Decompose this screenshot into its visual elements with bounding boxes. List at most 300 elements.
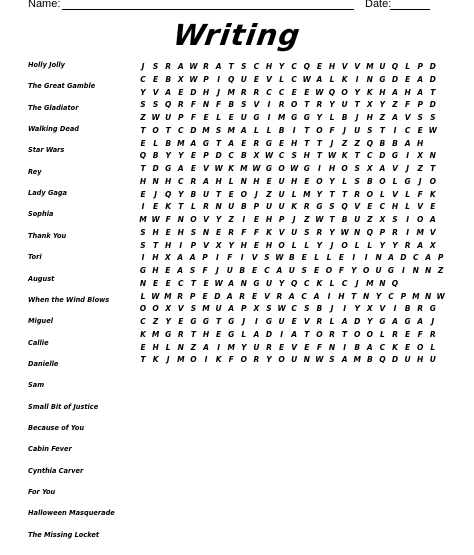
grid-letter[interactable]: O: [290, 100, 298, 110]
grid-letter[interactable]: B: [404, 304, 411, 314]
grid-letter[interactable]: A: [379, 164, 386, 173]
grid-letter[interactable]: Q: [341, 202, 348, 212]
grid-letter[interactable]: I: [179, 240, 183, 250]
grid-letter[interactable]: O: [278, 240, 285, 250]
grid-letter[interactable]: V: [266, 74, 272, 84]
grid-letter[interactable]: O: [316, 125, 323, 135]
grid-letter[interactable]: C: [379, 202, 386, 212]
grid-letter[interactable]: Y: [228, 240, 234, 250]
grid-letter[interactable]: V: [417, 202, 424, 212]
grid-letter[interactable]: E: [153, 278, 159, 288]
grid-letter[interactable]: Y: [367, 317, 373, 326]
grid-letter[interactable]: Z: [152, 317, 159, 326]
grid-letter[interactable]: S: [354, 164, 360, 173]
grid-letter[interactable]: E: [178, 87, 184, 97]
grid-letter[interactable]: K: [316, 278, 323, 288]
grid-letter[interactable]: E: [304, 176, 310, 186]
grid-letter[interactable]: J: [166, 355, 170, 365]
grid-letter[interactable]: H: [291, 176, 298, 186]
grid-letter[interactable]: P: [437, 253, 444, 263]
grid-letter[interactable]: U: [291, 355, 298, 365]
grid-letter[interactable]: D: [215, 151, 222, 161]
grid-letter[interactable]: W: [214, 164, 223, 173]
grid-letter[interactable]: N: [366, 74, 373, 84]
grid-letter[interactable]: W: [428, 125, 437, 135]
grid-letter[interactable]: Y: [379, 100, 386, 110]
grid-letter[interactable]: L: [314, 253, 319, 263]
grid-letter[interactable]: A: [240, 125, 247, 135]
grid-letter[interactable]: E: [367, 202, 373, 212]
grid-letter[interactable]: B: [278, 125, 285, 135]
grid-letter[interactable]: H: [152, 227, 159, 237]
grid-letter[interactable]: H: [366, 113, 373, 122]
grid-letter[interactable]: O: [341, 164, 348, 173]
grid-letter[interactable]: E: [405, 329, 411, 339]
grid-letter[interactable]: M: [303, 189, 311, 199]
grid-letter[interactable]: G: [139, 266, 147, 275]
grid-letter[interactable]: M: [277, 113, 286, 122]
grid-letter[interactable]: R: [392, 227, 398, 237]
grid-letter[interactable]: W: [436, 291, 445, 301]
grid-letter[interactable]: J: [254, 189, 258, 199]
grid-letter[interactable]: A: [404, 138, 411, 148]
grid-letter[interactable]: K: [341, 151, 348, 161]
grid-letter[interactable]: Q: [391, 278, 399, 288]
grid-letter[interactable]: G: [429, 304, 436, 314]
grid-letter[interactable]: H: [328, 164, 336, 173]
grid-letter[interactable]: Y: [375, 291, 382, 301]
grid-letter[interactable]: O: [429, 176, 436, 186]
grid-letter[interactable]: F: [316, 342, 322, 352]
grid-letter[interactable]: E: [253, 215, 259, 224]
grid-letter[interactable]: S: [215, 125, 222, 135]
grid-letter[interactable]: D: [265, 329, 273, 339]
grid-letter[interactable]: T: [216, 317, 222, 326]
grid-letter[interactable]: S: [304, 227, 310, 237]
grid-letter[interactable]: Q: [164, 189, 172, 199]
grid-letter[interactable]: S: [152, 62, 159, 71]
grid-letter[interactable]: B: [165, 74, 172, 84]
grid-letter[interactable]: X: [366, 164, 373, 173]
grid-letter[interactable]: L: [291, 240, 297, 250]
grid-letter[interactable]: M: [366, 278, 374, 288]
grid-letter[interactable]: Z: [392, 100, 398, 110]
grid-letter[interactable]: H: [265, 215, 273, 224]
grid-letter[interactable]: R: [392, 329, 398, 339]
grid-letter[interactable]: U: [215, 304, 222, 314]
grid-letter[interactable]: D: [152, 164, 159, 173]
grid-letter[interactable]: H: [240, 240, 247, 250]
grid-letter[interactable]: I: [317, 164, 321, 173]
grid-letter[interactable]: A: [425, 253, 432, 263]
grid-letter[interactable]: C: [304, 278, 310, 288]
grid-letter[interactable]: R: [190, 176, 197, 186]
grid-letter[interactable]: U: [240, 74, 247, 84]
grid-letter[interactable]: G: [404, 176, 411, 186]
grid-letter[interactable]: D: [429, 74, 436, 84]
grid-letter[interactable]: N: [152, 176, 159, 186]
grid-letter[interactable]: R: [354, 189, 361, 199]
grid-letter[interactable]: J: [217, 87, 220, 97]
grid-letter[interactable]: U: [375, 266, 382, 275]
grid-letter[interactable]: S: [140, 240, 146, 250]
grid-letter[interactable]: A: [288, 291, 295, 301]
grid-letter[interactable]: T: [430, 164, 436, 173]
grid-letter[interactable]: Y: [329, 227, 335, 237]
grid-letter[interactable]: R: [417, 304, 424, 314]
grid-letter[interactable]: O: [362, 266, 370, 275]
grid-letter[interactable]: C: [253, 62, 260, 71]
grid-letter[interactable]: O: [190, 355, 197, 365]
grid-letter[interactable]: A: [276, 266, 283, 275]
grid-letter[interactable]: T: [140, 164, 146, 173]
grid-letter[interactable]: K: [266, 227, 272, 237]
grid-letter[interactable]: V: [251, 253, 258, 263]
grid-letter[interactable]: A: [313, 291, 320, 301]
grid-letter[interactable]: I: [292, 125, 296, 135]
grid-letter[interactable]: U: [226, 266, 233, 275]
grid-letter[interactable]: C: [266, 87, 272, 97]
grid-letter[interactable]: W: [189, 62, 198, 71]
grid-letter[interactable]: A: [165, 87, 172, 97]
grid-letter[interactable]: W: [327, 151, 337, 161]
grid-letter[interactable]: L: [380, 329, 385, 339]
grid-letter[interactable]: O: [152, 125, 159, 135]
grid-letter[interactable]: A: [392, 317, 398, 326]
grid-letter[interactable]: J: [242, 317, 246, 326]
grid-letter[interactable]: R: [253, 138, 260, 148]
grid-letter[interactable]: P: [189, 291, 196, 301]
grid-letter[interactable]: L: [254, 125, 259, 135]
grid-letter[interactable]: R: [316, 317, 323, 326]
grid-letter[interactable]: U: [354, 125, 361, 135]
grid-letter[interactable]: E: [190, 151, 196, 161]
grid-letter[interactable]: F: [417, 329, 423, 339]
grid-letter[interactable]: I: [141, 253, 145, 263]
grid-letter[interactable]: E: [165, 278, 171, 288]
grid-letter[interactable]: J: [355, 113, 359, 122]
grid-letter[interactable]: O: [278, 355, 285, 365]
grid-letter[interactable]: M: [202, 125, 210, 135]
grid-letter[interactable]: H: [165, 240, 172, 250]
grid-letter[interactable]: Y: [241, 342, 247, 352]
grid-letter[interactable]: J: [418, 176, 422, 186]
grid-letter[interactable]: H: [417, 138, 424, 148]
grid-letter[interactable]: E: [216, 329, 222, 339]
grid-letter[interactable]: I: [406, 151, 409, 161]
grid-letter[interactable]: J: [343, 125, 346, 135]
grid-letter[interactable]: N: [139, 278, 147, 288]
grid-letter[interactable]: M: [353, 355, 361, 365]
grid-letter[interactable]: G: [391, 151, 399, 161]
grid-letter[interactable]: M: [202, 304, 210, 314]
grid-letter[interactable]: C: [291, 62, 297, 71]
grid-letter[interactable]: F: [216, 100, 222, 110]
grid-letter[interactable]: U: [278, 202, 285, 212]
grid-letter[interactable]: E: [228, 113, 234, 122]
grid-letter[interactable]: A: [228, 278, 235, 288]
grid-letter[interactable]: N: [425, 291, 432, 301]
grid-letter[interactable]: O: [366, 189, 373, 199]
grid-letter[interactable]: Y: [379, 240, 386, 250]
grid-letter[interactable]: O: [353, 329, 361, 339]
grid-letter[interactable]: T: [165, 125, 171, 135]
grid-letter[interactable]: N: [412, 266, 419, 275]
grid-letter[interactable]: C: [301, 291, 307, 301]
grid-letter[interactable]: T: [140, 125, 146, 135]
grid-letter[interactable]: B: [240, 202, 247, 212]
grid-letter[interactable]: T: [304, 138, 310, 148]
grid-letter[interactable]: Y: [178, 151, 184, 161]
grid-letter[interactable]: F: [228, 355, 234, 365]
grid-letter[interactable]: B: [366, 176, 373, 186]
grid-letter[interactable]: N: [202, 100, 210, 110]
grid-letter[interactable]: O: [341, 240, 348, 250]
grid-letter[interactable]: A: [388, 253, 394, 263]
grid-letter[interactable]: Y: [215, 215, 222, 224]
grid-letter[interactable]: G: [202, 317, 210, 326]
grid-letter[interactable]: E: [153, 202, 159, 212]
grid-letter[interactable]: A: [341, 355, 348, 365]
grid-letter[interactable]: S: [152, 100, 159, 110]
grid-letter[interactable]: L: [153, 138, 158, 148]
grid-letter[interactable]: J: [330, 138, 334, 148]
grid-letter[interactable]: L: [380, 189, 385, 199]
grid-letter[interactable]: K: [429, 189, 436, 199]
grid-letter[interactable]: J: [355, 278, 359, 288]
grid-letter[interactable]: V: [392, 164, 398, 173]
grid-letter[interactable]: I: [343, 342, 346, 352]
grid-letter[interactable]: U: [265, 278, 273, 288]
grid-letter[interactable]: H: [177, 227, 184, 237]
grid-letter[interactable]: K: [291, 202, 298, 212]
grid-letter[interactable]: E: [304, 342, 310, 352]
grid-letter[interactable]: B: [190, 189, 197, 199]
grid-letter[interactable]: R: [316, 227, 323, 237]
grid-letter[interactable]: E: [405, 342, 411, 352]
grid-letter[interactable]: O: [316, 176, 323, 186]
grid-letter[interactable]: Z: [190, 342, 197, 352]
grid-letter[interactable]: E: [241, 138, 247, 148]
grid-letter[interactable]: M: [177, 138, 185, 148]
grid-letter[interactable]: S: [291, 151, 297, 161]
grid-letter[interactable]: G: [265, 317, 273, 326]
grid-letter[interactable]: T: [342, 329, 348, 339]
grid-letter[interactable]: E: [228, 189, 234, 199]
grid-letter[interactable]: S: [329, 202, 335, 212]
grid-letter[interactable]: U: [404, 355, 411, 365]
grid-letter[interactable]: R: [316, 100, 323, 110]
grid-letter[interactable]: G: [379, 317, 386, 326]
grid-letter[interactable]: H: [417, 355, 424, 365]
grid-letter[interactable]: T: [354, 151, 360, 161]
grid-letter[interactable]: J: [141, 62, 145, 71]
grid-letter[interactable]: L: [266, 125, 272, 135]
grid-letter[interactable]: T: [304, 100, 310, 110]
grid-letter[interactable]: I: [217, 74, 220, 84]
grid-letter[interactable]: V: [203, 215, 209, 224]
grid-letter[interactable]: C: [413, 253, 419, 263]
grid-letter[interactable]: H: [152, 253, 159, 263]
grid-letter[interactable]: F: [165, 215, 171, 224]
grid-letter[interactable]: L: [354, 240, 360, 250]
grid-letter[interactable]: J: [154, 189, 157, 199]
grid-letter[interactable]: C: [140, 317, 146, 326]
grid-letter[interactable]: Z: [379, 113, 386, 122]
grid-letter[interactable]: Y: [165, 317, 171, 326]
grid-letter[interactable]: D: [354, 317, 361, 326]
grid-letter[interactable]: U: [278, 176, 285, 186]
grid-letter[interactable]: N: [303, 355, 310, 365]
grid-letter[interactable]: V: [392, 189, 398, 199]
grid-letter[interactable]: A: [177, 253, 184, 263]
grid-letter[interactable]: E: [405, 74, 411, 84]
grid-letter[interactable]: F: [338, 266, 344, 275]
grid-letter[interactable]: W: [189, 74, 198, 84]
grid-letter[interactable]: Z: [266, 189, 272, 199]
grid-letter[interactable]: T: [351, 291, 357, 301]
grid-letter[interactable]: H: [404, 87, 411, 97]
grid-letter[interactable]: E: [190, 164, 196, 173]
grid-letter[interactable]: U: [202, 189, 210, 199]
grid-letter[interactable]: T: [329, 215, 335, 224]
grid-letter[interactable]: I: [240, 253, 244, 263]
grid-letter[interactable]: X: [366, 100, 373, 110]
grid-letter[interactable]: O: [366, 329, 373, 339]
grid-letter[interactable]: U: [265, 202, 273, 212]
grid-letter[interactable]: H: [265, 62, 273, 71]
grid-letter[interactable]: N: [379, 278, 386, 288]
grid-letter[interactable]: C: [404, 125, 411, 135]
grid-letter[interactable]: E: [153, 74, 159, 84]
grid-letter[interactable]: R: [404, 240, 411, 250]
grid-letter[interactable]: Q: [139, 151, 147, 161]
grid-letter[interactable]: I: [393, 304, 397, 314]
grid-letter[interactable]: H: [291, 138, 298, 148]
grid-letter[interactable]: N: [354, 227, 361, 237]
grid-letter[interactable]: G: [165, 164, 172, 173]
grid-letter[interactable]: C: [140, 74, 146, 84]
grid-letter[interactable]: V: [264, 291, 270, 301]
grid-letter[interactable]: X: [366, 304, 373, 314]
grid-letter[interactable]: Y: [278, 278, 285, 288]
grid-letter[interactable]: I: [406, 215, 409, 224]
grid-letter[interactable]: I: [217, 342, 220, 352]
grid-letter[interactable]: A: [190, 138, 197, 148]
grid-letter[interactable]: P: [278, 215, 285, 224]
grid-letter[interactable]: K: [140, 329, 146, 339]
grid-letter[interactable]: Y: [354, 304, 360, 314]
grid-letter[interactable]: W: [290, 164, 299, 173]
grid-letter[interactable]: B: [152, 151, 159, 161]
grid-letter[interactable]: A: [417, 240, 424, 250]
grid-letter[interactable]: X: [429, 240, 436, 250]
grid-letter[interactable]: B: [228, 100, 235, 110]
grid-letter[interactable]: R: [266, 342, 272, 352]
grid-letter[interactable]: G: [165, 329, 172, 339]
grid-letter[interactable]: V: [404, 113, 411, 122]
grid-letter[interactable]: R: [253, 87, 260, 97]
grid-letter[interactable]: L: [329, 317, 335, 326]
grid-letter[interactable]: A: [316, 74, 323, 84]
grid-letter[interactable]: F: [190, 113, 196, 122]
grid-letter[interactable]: G: [303, 113, 310, 122]
grid-letter[interactable]: Y: [266, 355, 272, 365]
grid-letter[interactable]: J: [330, 304, 334, 314]
grid-letter[interactable]: L: [304, 240, 310, 250]
grid-letter[interactable]: Q: [379, 355, 386, 365]
grid-letter[interactable]: U: [379, 62, 386, 71]
grid-letter[interactable]: U: [341, 100, 348, 110]
grid-letter[interactable]: W: [340, 227, 349, 237]
grid-letter[interactable]: H: [215, 176, 222, 186]
grid-letter[interactable]: D: [214, 291, 221, 301]
grid-letter[interactable]: Y: [354, 87, 360, 97]
grid-letter[interactable]: S: [140, 100, 146, 110]
grid-letter[interactable]: V: [303, 317, 310, 326]
grid-letter[interactable]: B: [354, 342, 361, 352]
grid-letter[interactable]: E: [430, 202, 436, 212]
grid-letter[interactable]: T: [329, 189, 335, 199]
grid-letter[interactable]: B: [165, 138, 172, 148]
name-field[interactable]: [62, 9, 354, 10]
grid-letter[interactable]: C: [367, 151, 373, 161]
grid-letter[interactable]: A: [392, 87, 398, 97]
grid-letter[interactable]: P: [203, 74, 209, 84]
grid-letter[interactable]: G: [253, 278, 260, 288]
grid-letter[interactable]: C: [278, 87, 285, 97]
grid-letter[interactable]: P: [203, 151, 209, 161]
grid-letter[interactable]: D: [429, 62, 436, 71]
grid-letter[interactable]: Q: [366, 227, 373, 237]
grid-letter[interactable]: I: [327, 291, 331, 301]
grid-letter[interactable]: A: [177, 164, 184, 173]
grid-letter[interactable]: J: [330, 240, 334, 250]
grid-letter[interactable]: B: [240, 151, 247, 161]
grid-letter[interactable]: E: [279, 138, 285, 148]
grid-letter[interactable]: C: [278, 151, 285, 161]
grid-letter[interactable]: N: [363, 291, 370, 301]
grid-letter[interactable]: H: [165, 176, 172, 186]
grid-letter[interactable]: T: [379, 125, 385, 135]
grid-letter[interactable]: L: [241, 329, 247, 339]
grid-letter[interactable]: P: [202, 253, 208, 263]
grid-letter[interactable]: A: [215, 62, 222, 71]
grid-letter[interactable]: W: [302, 74, 311, 84]
grid-letter[interactable]: G: [190, 317, 197, 326]
grid-letter[interactable]: E: [291, 317, 297, 326]
grid-letter[interactable]: T: [354, 100, 360, 110]
grid-letter[interactable]: S: [189, 266, 196, 275]
grid-letter[interactable]: M: [177, 355, 185, 365]
grid-letter[interactable]: D: [391, 355, 399, 365]
grid-letter[interactable]: V: [177, 304, 184, 314]
grid-letter[interactable]: A: [429, 215, 436, 224]
grid-letter[interactable]: A: [177, 266, 184, 275]
grid-letter[interactable]: C: [178, 176, 184, 186]
grid-letter[interactable]: C: [178, 125, 184, 135]
grid-letter[interactable]: X: [165, 304, 172, 314]
grid-letter[interactable]: C: [341, 278, 348, 288]
grid-letter[interactable]: X: [177, 74, 184, 84]
grid-letter[interactable]: I: [352, 253, 356, 263]
grid-letter[interactable]: U: [240, 113, 247, 122]
grid-letter[interactable]: J: [406, 164, 409, 173]
grid-letter[interactable]: I: [401, 266, 405, 275]
grid-letter[interactable]: F: [417, 189, 423, 199]
grid-letter[interactable]: E: [178, 317, 184, 326]
grid-letter[interactable]: A: [417, 87, 424, 97]
